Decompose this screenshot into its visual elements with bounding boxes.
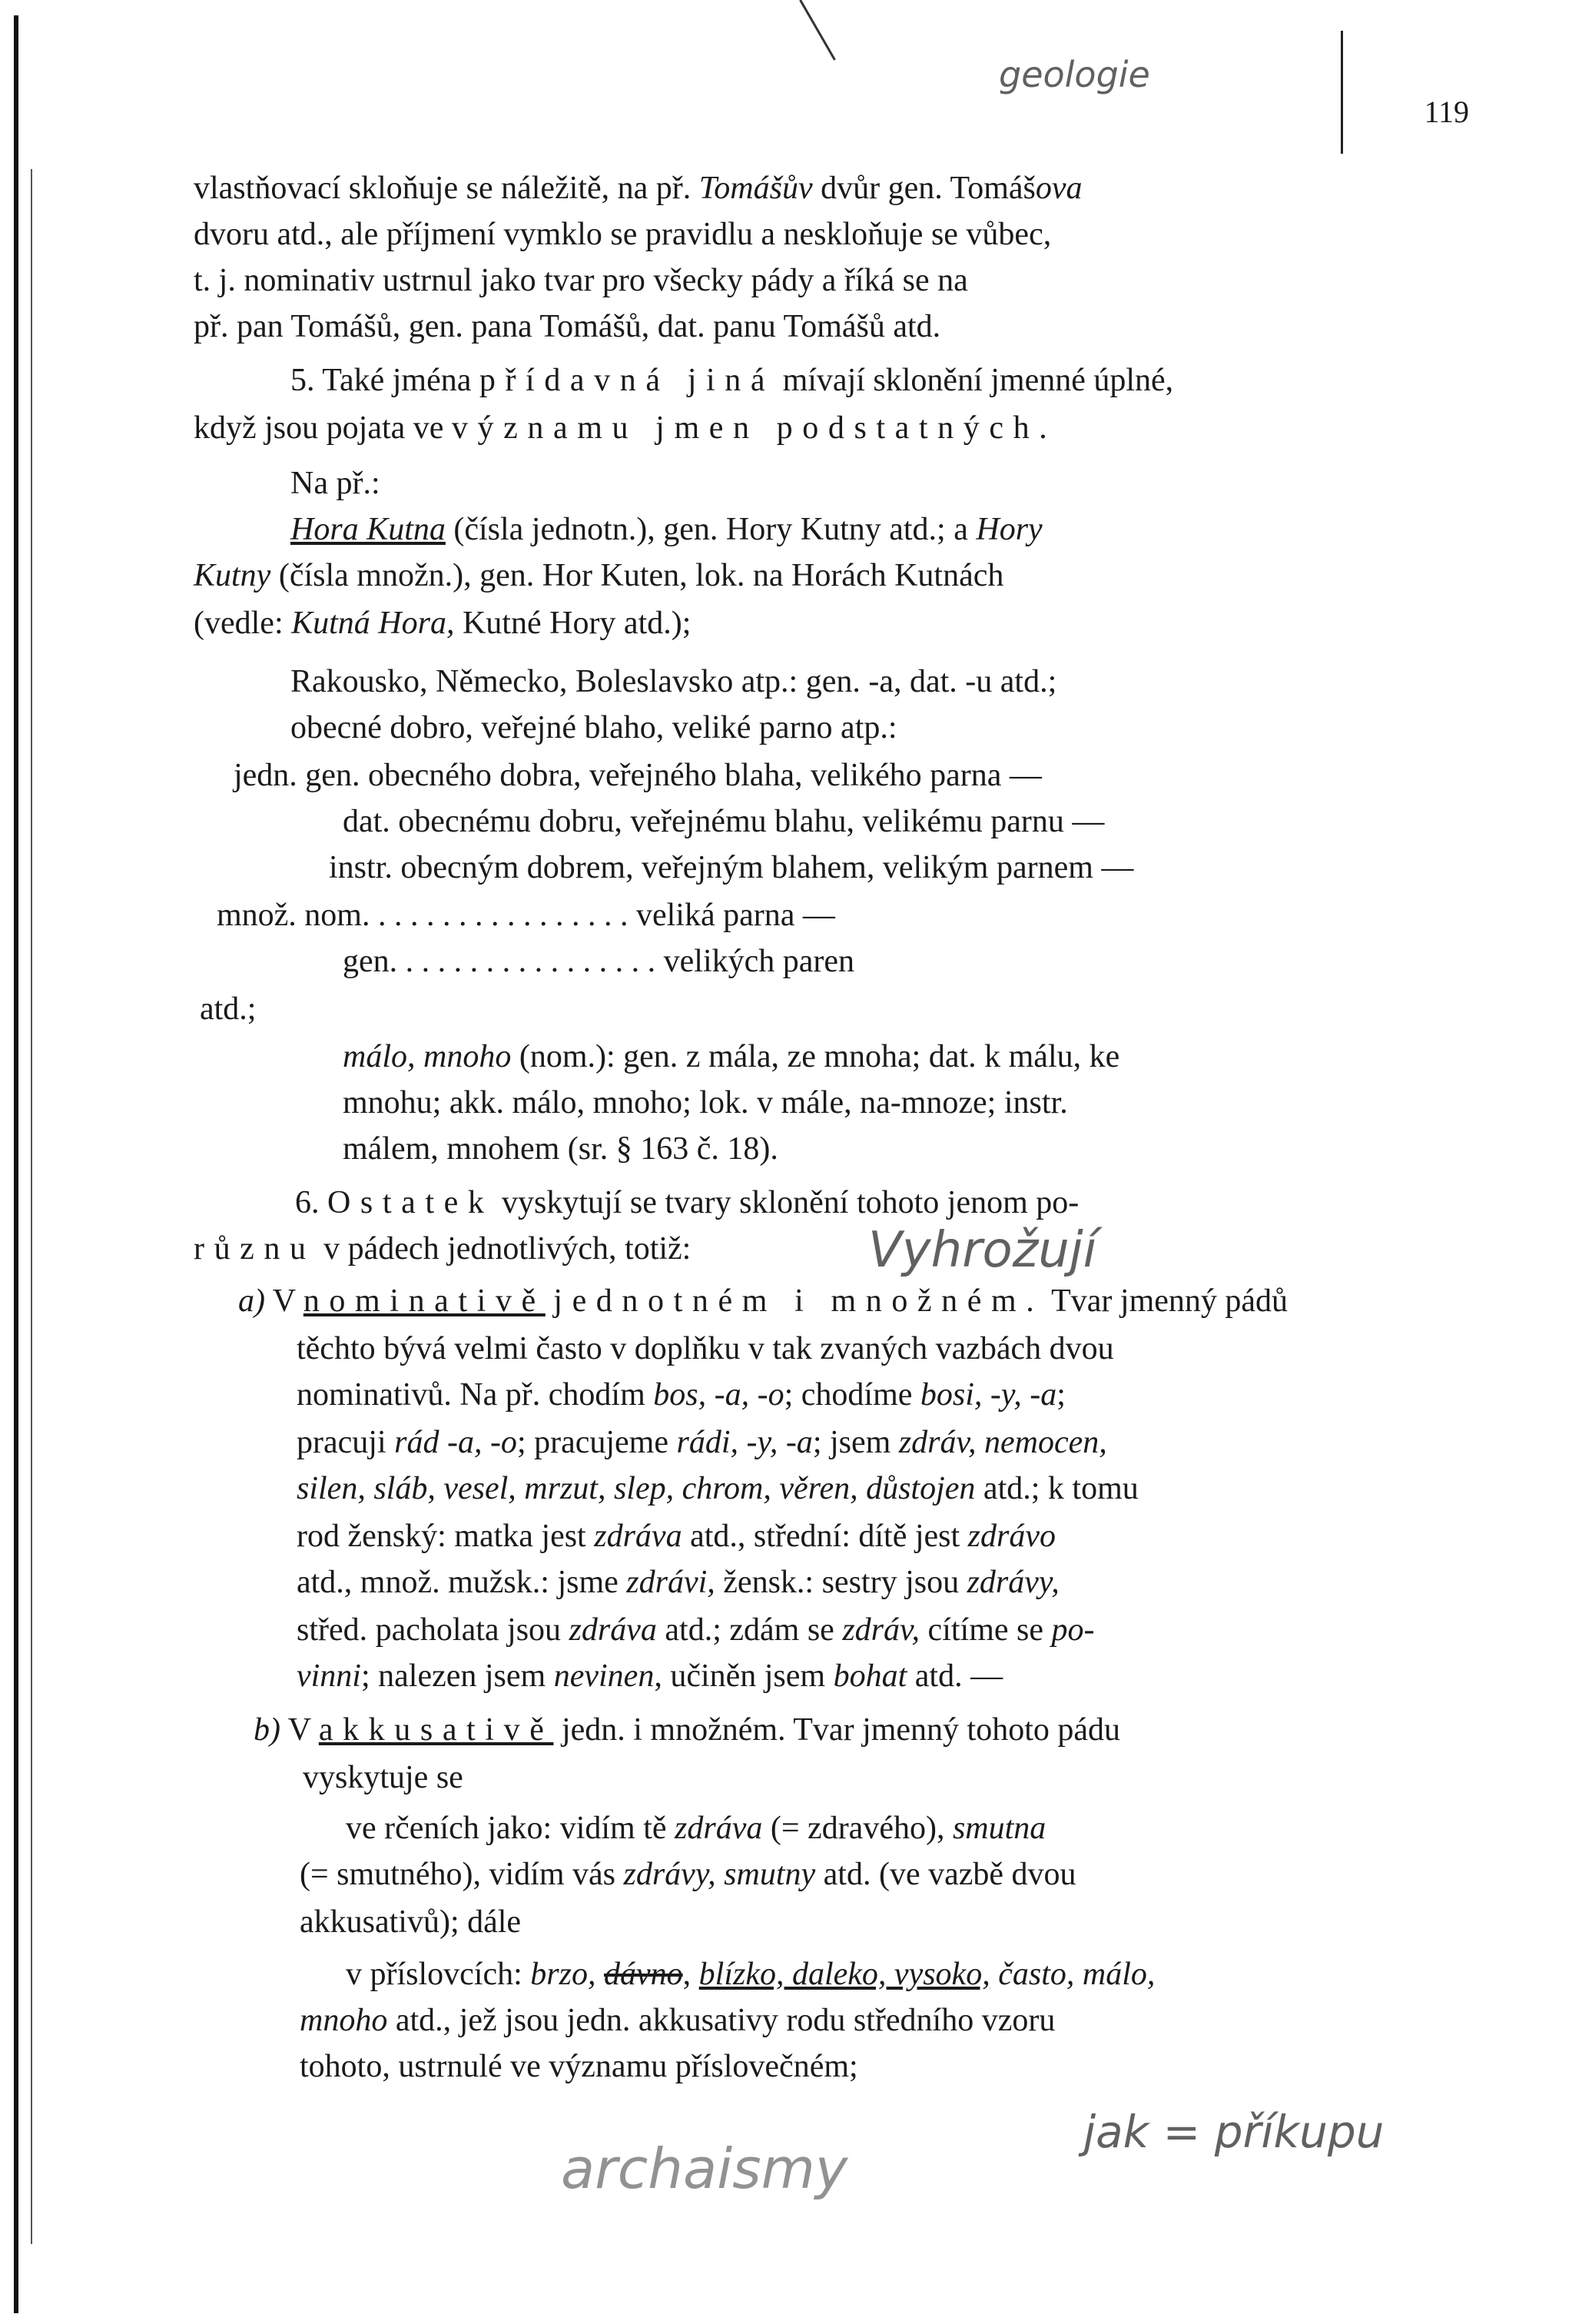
handwritten-annotation-bottom-left: archaismy [561, 2136, 848, 2201]
text-line-30: atd., množ. mužsk.: jsme zdrávi, žensk.: sestry jsou zdrávy, [297, 1565, 1060, 1600]
text-line-27: pracuji rád -a, -o; pracujeme rádi, -y, -a; jsem zdráv, nemocen, [297, 1425, 1107, 1460]
text-line-5: 5. Také jména přídavná jiná mívají sklonění jmenné úplné, [290, 363, 1174, 398]
page-number: 119 [1424, 95, 1469, 129]
text-line-31: střed. pacholata jsou zdráva atd.; zdám se zdráv, cítíme se po- [297, 1612, 1095, 1648]
text-line-40: tohoto, ustrnulé ve významu příslovečném; [300, 2049, 858, 2084]
handwritten-annotation-margin: Vyhrožují [868, 1222, 1097, 1279]
scan-edge-bar [14, 15, 18, 2313]
text-line-3: t. j. nominativ ustrnul jako tvar pro všecky pády a říká se na [194, 263, 968, 298]
text-line-22: 6. Ostatek vyskytují se tvary sklonění tohoto jenom po- [295, 1185, 1080, 1220]
text-line-2: dvoru atd., ale příjmení vymklo se pravidlu a neskloňuje se vůbec, [194, 217, 1052, 252]
text-line-24: a) V nominativě jednotném i množném. Tvar jmenný pádů [238, 1283, 1289, 1319]
text-line-13: jedn. gen. obecného dobra, veřejného blaha, velikého parna — [234, 758, 1042, 793]
header-rule [1341, 31, 1343, 154]
text-line-6: když jsou pojata ve významu jmen podstatných. [194, 410, 1057, 446]
text-line-17: gen. . . . . . . . . . . . . . . . . velikých paren [343, 944, 855, 979]
text-line-12: obecné dobro, veřejné blaho, veliké parno atp.: [290, 710, 897, 745]
text-line-23: různu v pádech jednotlivých, totiž: [194, 1231, 692, 1267]
scan-edge-line [31, 169, 32, 2244]
text-line-15: instr. obecným dobrem, veřejným blahem, velikým parnem — [329, 850, 1134, 885]
text-line-19: málo, mnoho (nom.): gen. z mála, ze mnoha; dat. k málu, ke [343, 1039, 1120, 1074]
text-line-35: ve rčeních jako: vidím tě zdráva (= zdravého), smutna [346, 1811, 1046, 1846]
text-line-4: př. pan Tomášů, gen. pana Tomášů, dat. panu Tomášů atd. [194, 309, 941, 344]
text-line-1: vlastňovací skloňuje se náležitě, na př. Tomášův dvůr gen. Tomášova [194, 171, 1083, 206]
text-line-8: Hora Kutna (čísla jednotn.), gen. Hory Kutny atd.; a Hory [290, 512, 1043, 547]
text-line-37: akkusativů); dále [300, 1904, 522, 1940]
text-line-39: mnoho atd., jež jsou jedn. akkusativy rodu středního vzoru [300, 2003, 1056, 2038]
scan-mark [799, 0, 836, 61]
text-line-21: málem, mnohem (sr. § 163 č. 18). [343, 1131, 778, 1167]
text-line-7: Na př.: [290, 466, 380, 501]
text-line-10: (vedle: Kutná Hora, Kutné Hory atd.); [194, 606, 692, 641]
text-line-38: v příslovcích: brzo, dávno, blízko, daleko, vysoko, často, málo, [346, 1957, 1156, 1992]
text-line-20: mnohu; akk. málo, mnoho; lok. v mále, na-mnoze; instr. [343, 1085, 1068, 1120]
text-line-26: nominativů. Na př. chodím bos, -a, -o; chodíme bosi, -y, -a; [297, 1377, 1066, 1413]
handwritten-annotation-top: geologie [999, 54, 1150, 95]
text-line-11: Rakousko, Německo, Boleslavsko atp.: gen. -a, dat. -u atd.; [290, 664, 1057, 699]
text-line-34: vyskytuje se [303, 1760, 463, 1795]
handwritten-annotation-bottom-right: jak = příkupu [1083, 2106, 1385, 2158]
text-line-25: těchto bývá velmi často v doplňku v tak zvaných vazbách dvou [297, 1331, 1114, 1366]
text-line-32: vinni; nalezen jsem nevinen, učiněn jsem bohat atd. — [297, 1658, 1003, 1694]
text-line-14: dat. obecnému dobru, veřejnému blahu, velikému parnu — [343, 804, 1105, 839]
text-line-28: silen, sláb, vesel, mrzut, slep, chrom, věren, důstojen atd.; k tomu [297, 1471, 1139, 1506]
text-line-36: (= smutného), vidím vás zdrávy, smutny atd. (ve vazbě dvou [300, 1857, 1076, 1892]
text-line-18: atd.; [200, 991, 257, 1027]
text-line-9: Kutny (čísla množn.), gen. Hor Kuten, lok. na Horách Kutnách [194, 558, 1004, 593]
text-line-33: b) V akkusativě jedn. i množném. Tvar jmenný tohoto pádu [254, 1712, 1121, 1748]
text-line-29: rod ženský: matka jest zdráva atd., střední: dítě jest zdrávo [297, 1519, 1056, 1554]
text-line-16: množ. nom. . . . . . . . . . . . . . . . . veliká parna — [217, 898, 835, 933]
